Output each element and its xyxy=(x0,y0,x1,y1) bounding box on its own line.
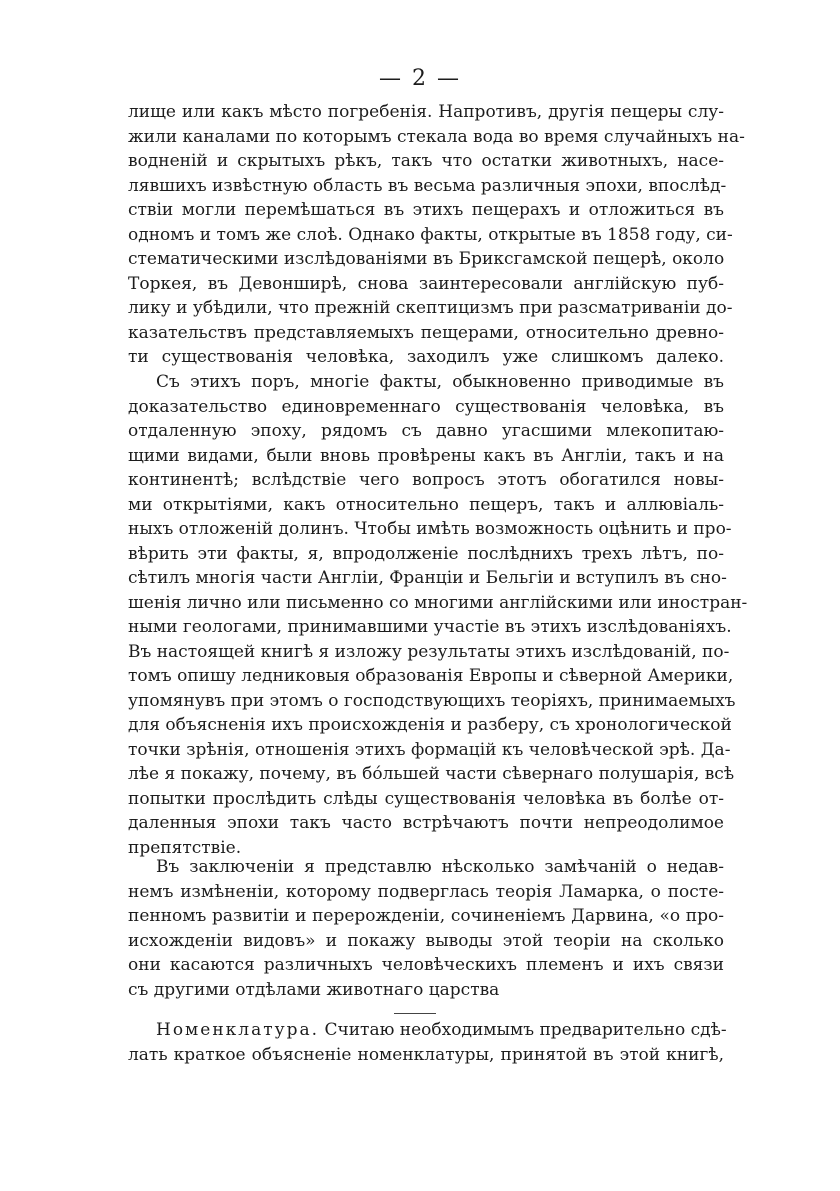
text-line: одномъ и томъ же слоѣ. Однако факты, открытые въ 1858 году, си- xyxy=(128,224,733,245)
text-line: упомянувъ при этомъ о господствующихъ теоріяхъ, принимаемыхъ xyxy=(128,690,736,711)
text-line: даленныя эпохи такъ часто встрѣчаютъ почти непреодолимое xyxy=(128,813,724,833)
text-line: лать краткое объясненіе номенклатуры, принятой въ этой книгѣ, xyxy=(128,1044,724,1065)
text-line: точки зрѣнія, отношенія этихъ формацій къ человѣческой эрѣ. Да- xyxy=(128,739,731,760)
text-line: ствіи могли перемѣшаться въ этихъ пещерахъ и отложиться въ xyxy=(128,200,724,220)
paragraph-1 xyxy=(128,100,745,370)
text-line: сѣтилъ многія части Англіи, Франціи и Бельгіи и вступилъ въ сно- xyxy=(128,568,727,588)
text-line: лище или какъ мѣсто погребенія. Напротивъ, другія пещеры слу- xyxy=(128,102,724,122)
text-line: лику и убѣдили, что прежній скептицизмъ при разсматриваніи до- xyxy=(128,298,733,318)
text-line: попытки прослѣдить слѣды существованія человѣка въ болѣе от- xyxy=(128,788,724,809)
text-line: казательствъ представляемыхъ пещерами, относительно древно- xyxy=(128,322,724,343)
text-line: отдаленную эпоху, рядомъ съ давно угасшими млекопитаю- xyxy=(128,421,724,441)
text-line: ными геологами, принимавшими участіе въ этихъ изслѣдованіяхъ. xyxy=(128,617,732,637)
text-line: ти существованія человѣка, заходилъ уже слишкомъ далеко. xyxy=(128,347,724,367)
text-line: они касаются различныхъ человѣческихъ племенъ и ихъ связи xyxy=(128,955,724,975)
text-line: доказательство единовременнаго существованія человѣка, въ xyxy=(128,396,724,417)
text-line: шенія лично или письменно со многими англійскими или иностран- xyxy=(128,592,748,613)
text-line: ми открытіями, какъ относительно пещеръ, такъ и аллювіаль- xyxy=(128,494,724,515)
text-line: немъ измѣненіи, которому подверглась теорія Ламарка, о посте- xyxy=(128,881,724,902)
page-number: — 2 — xyxy=(379,66,461,91)
text-line: Съ этихъ поръ, многіе факты, обыкновенно приводимые въ xyxy=(156,372,724,392)
text-line: томъ опишу ледниковыя образованія Европы и сѣверной Америки, xyxy=(128,666,734,686)
paragraph-2 xyxy=(128,370,748,860)
text-line: щими видами, были вновь провѣрены какъ въ Англіи, такъ и на xyxy=(128,445,724,466)
paragraph-3 xyxy=(128,855,724,1002)
text-line: препятствіе. xyxy=(128,837,242,858)
section-divider xyxy=(394,1013,436,1014)
text-line: водненій и скрытыхъ рѣкъ, такъ что остатки животныхъ, насе- xyxy=(128,151,724,171)
text-line: вѣрить эти факты, я, впродолженіе послѣднихъ трехъ лѣтъ, по- xyxy=(128,543,724,564)
text-line: жили каналами по которымъ стекала вода во время случайныхъ на- xyxy=(128,126,745,147)
paragraph-4 xyxy=(128,1018,727,1067)
text-line-rest: Считаю необходимымъ предварительно сдѣ- xyxy=(319,1020,727,1040)
text-line: лявшихъ извѣстную область въ весьма различныя эпохи, впослѣд- xyxy=(128,175,727,196)
text-line: исхожденіи видовъ» и покажу выводы этой теоріи на сколько xyxy=(128,930,724,951)
text-line: ныхъ отложеній долинъ. Чтобы имѣть возможность оцѣнить и про- xyxy=(128,519,732,539)
text-line: стематическими изслѣдованіями въ Бриксгамской пещерѣ, около xyxy=(128,249,725,269)
section-heading: Номенклатура. xyxy=(156,1020,320,1040)
text-line: Торкея, въ Девонширѣ, снова заинтересовали англійскую пуб- xyxy=(128,273,724,294)
text-line: лѣе я покажу, почему, въ бо́льшей части сѣвернаго полушарія, всѣ xyxy=(128,764,735,784)
text-line: съ другими отдѣлами животнаго царства xyxy=(128,979,500,1000)
text-line xyxy=(128,1018,727,1043)
text-line: Въ настоящей книгѣ я изложу результаты этихъ изслѣдованій, по- xyxy=(128,641,730,662)
text-line: Въ заключеніи я представлю нѣсколько замѣчаній о недав- xyxy=(156,857,724,877)
text-line: континентѣ; вслѣдствіе чего вопросъ этотъ обогатился новы- xyxy=(128,470,724,490)
text-line: для объясненія ихъ происхожденія и разберу, съ хронологической xyxy=(128,715,732,735)
text-line: пенномъ развитіи и перерожденіи, сочиненіемъ Дарвина, «о про- xyxy=(128,906,724,926)
